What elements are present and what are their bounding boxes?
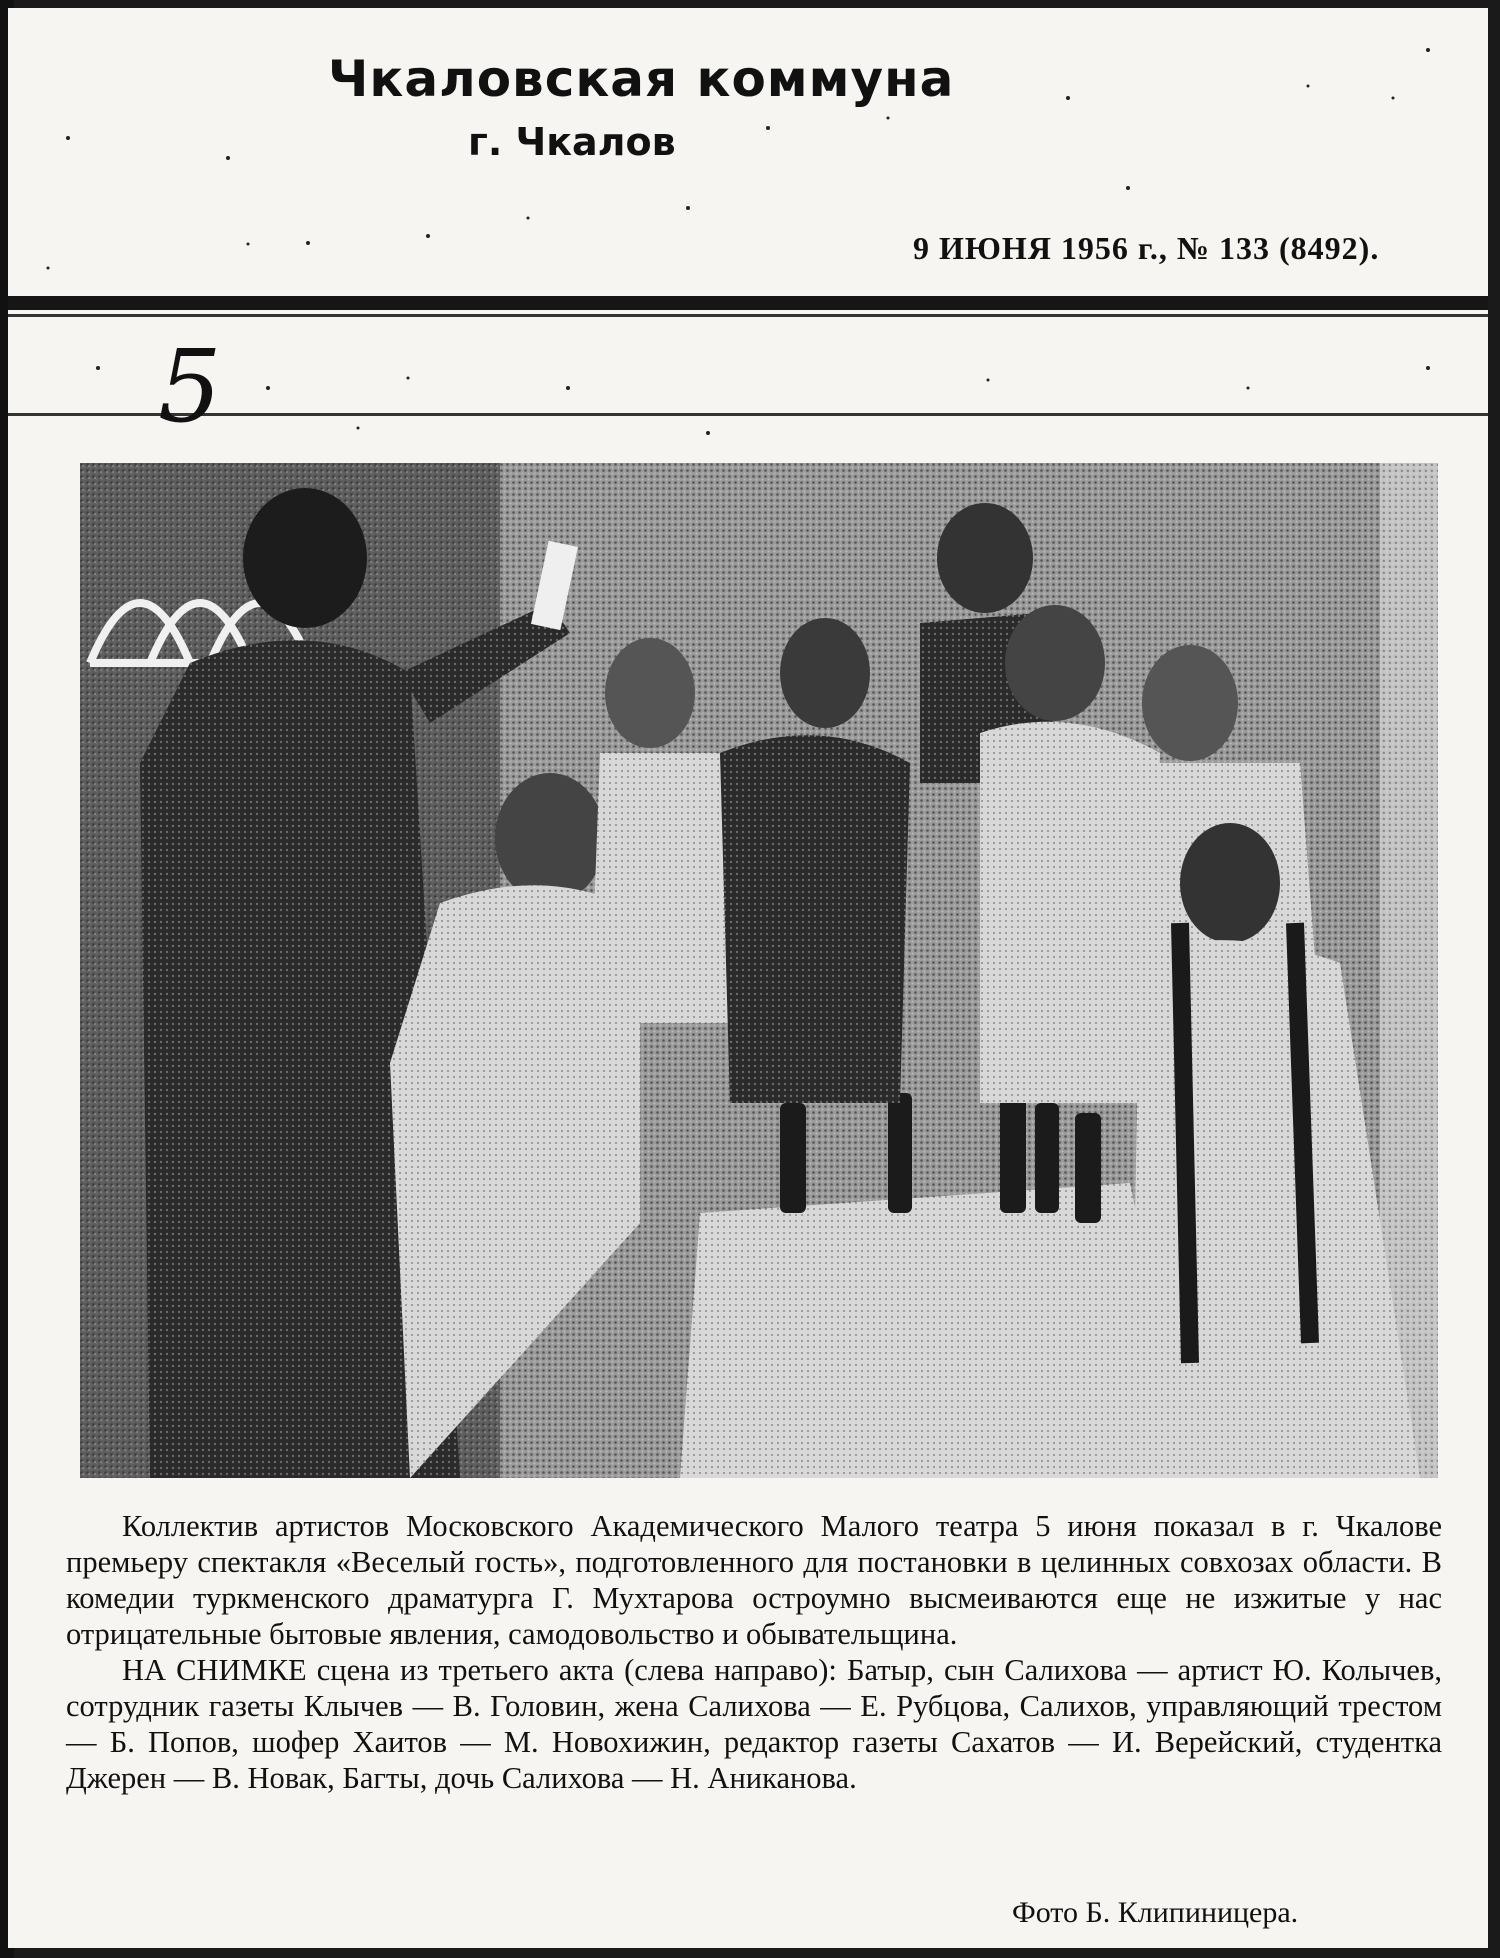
svg-text:5: 5 [158, 328, 222, 445]
issue-date-number: 9 ИЮНЯ 1956 г., № 133 (8492). [913, 230, 1380, 266]
newspaper-clipping [8, 8, 1488, 1948]
header-rule-thin [8, 314, 1488, 317]
newspaper-title: Чкаловская коммуна [328, 50, 955, 108]
caption-paragraph-2: НА СНИМКЕ сцена из третьего акта (слева направо): Батыр, сын Салихова — артист Ю. Колычев, сотрудник газеты Клычев — В. Головин, жена Салихова — Е. Рубцова, Салихов, управляющий трестом — Б. Попов, шофер Хаитов — М. Новохижин, редактор газеты Сахатов — И. Верейский, студентка Джерен — В. Новак, Багты, дочь Салихова — Н. Аниканова. [66, 1653, 1442, 1795]
newspaper-city: г. Чкалов [468, 120, 676, 164]
photo-credit: Фото Б. Клипиницера. [1012, 1896, 1299, 1929]
handwritten-page-mark [148, 326, 258, 446]
header-rule [8, 296, 1488, 310]
caption-paragraph-1: Коллектив артистов Московского Академического Малого театра 5 июня показал в г. Чкалове премьеру спектакля «Веселый гость», подготовленного для постановки в целинных совхозах области. В комедии туркменского драматурга Г. Мухтарова остроумно высмеиваются еще не изжитые у нас отрицательные бытовые явления, самодовольство и обывательщина. [66, 1509, 1442, 1651]
theatre-scene-photo [80, 463, 1438, 1478]
photo-caption [66, 1508, 1442, 1796]
